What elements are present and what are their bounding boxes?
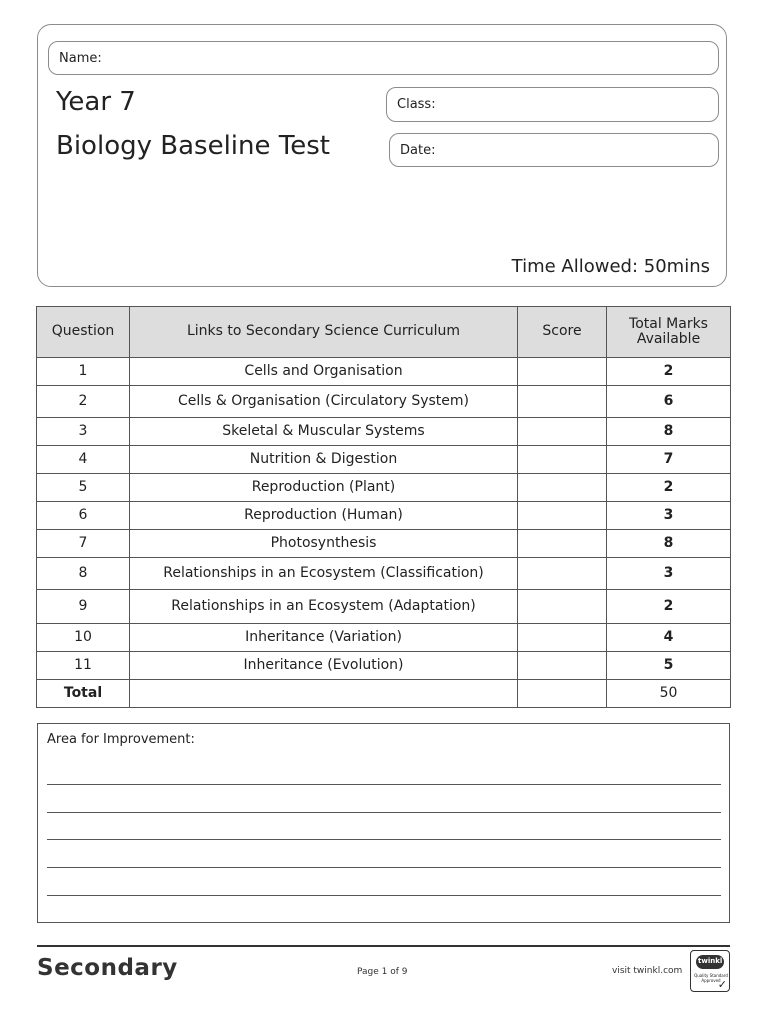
curriculum-topic: Photosynthesis	[130, 530, 518, 558]
table-row	[37, 558, 731, 590]
score-cell[interactable]	[518, 558, 607, 590]
marks-available: 7	[607, 446, 731, 474]
writing-line	[47, 895, 721, 896]
score-cell[interactable]	[518, 474, 607, 502]
header-total-line2: Available	[636, 331, 701, 347]
curriculum-topic: Nutrition & Digestion	[130, 446, 518, 474]
total-label: Total	[37, 680, 130, 708]
name-label: Name:	[59, 50, 102, 66]
header-total-marks	[607, 307, 731, 358]
curriculum-topic: Inheritance (Evolution)	[130, 652, 518, 680]
marks-available: 2	[607, 590, 731, 624]
question-number: 6	[37, 502, 130, 530]
curriculum-topic: Reproduction (Plant)	[130, 474, 518, 502]
curriculum-topic: Relationships in an Ecosystem (Adaptation)	[130, 590, 518, 624]
marks-available: 2	[607, 474, 731, 502]
class-field[interactable]	[386, 87, 719, 122]
table-row	[37, 474, 731, 502]
score-cell[interactable]	[518, 358, 607, 386]
badge-text: twinkl	[698, 957, 723, 965]
writing-line	[47, 784, 721, 785]
time-allowed: Time Allowed: 50mins	[511, 256, 710, 277]
score-cell[interactable]	[518, 652, 607, 680]
improvement-box[interactable]	[37, 723, 730, 923]
checkmark-icon: ✓	[717, 978, 727, 991]
score-cell[interactable]	[518, 624, 607, 652]
name-field[interactable]	[48, 41, 719, 75]
date-label: Date:	[400, 142, 436, 158]
score-cell[interactable]	[518, 530, 607, 558]
header-links: Links to Secondary Science Curriculum	[130, 307, 518, 358]
table-row	[37, 590, 731, 624]
table-row	[37, 652, 731, 680]
score-cell[interactable]	[518, 446, 607, 474]
score-cell[interactable]	[518, 502, 607, 530]
curriculum-topic: Skeletal & Muscular Systems	[130, 418, 518, 446]
question-number: 4	[37, 446, 130, 474]
score-cell[interactable]	[518, 386, 607, 418]
question-number: 8	[37, 558, 130, 590]
improvement-label: Area for Improvement:	[47, 732, 195, 747]
table-row	[37, 358, 731, 386]
marks-available: 4	[607, 624, 731, 652]
total-value: 50	[607, 680, 731, 708]
total-score-cell[interactable]	[518, 680, 607, 708]
writing-line	[47, 839, 721, 840]
table-row	[37, 530, 731, 558]
curriculum-topic: Relationships in an Ecosystem (Classification)	[130, 558, 518, 590]
twinkl-quality-badge	[690, 950, 730, 992]
header-question: Question	[37, 307, 130, 358]
question-number: 5	[37, 474, 130, 502]
marks-available: 8	[607, 530, 731, 558]
title-year: Year 7	[56, 87, 136, 117]
writing-line	[47, 812, 721, 813]
question-number: 1	[37, 358, 130, 386]
page-number: Page 1 of 9	[357, 967, 408, 977]
total-row	[37, 680, 731, 708]
writing-line	[47, 867, 721, 868]
visit-link[interactable]: visit twinkl.com	[612, 966, 683, 976]
header-score: Score	[518, 307, 607, 358]
brand-logo: Secondary	[37, 955, 178, 981]
footer-rule	[37, 945, 730, 947]
table-row	[37, 418, 731, 446]
marks-available: 8	[607, 418, 731, 446]
curriculum-topic: Inheritance (Variation)	[130, 624, 518, 652]
question-number: 10	[37, 624, 130, 652]
table-row	[37, 446, 731, 474]
marks-available: 2	[607, 358, 731, 386]
marks-table	[36, 306, 731, 708]
curriculum-topic: Cells & Organisation (Circulatory System)	[130, 386, 518, 418]
marks-available: 3	[607, 502, 731, 530]
class-label: Class:	[397, 97, 436, 112]
table-row	[37, 624, 731, 652]
curriculum-topic: Reproduction (Human)	[130, 502, 518, 530]
marks-available: 5	[607, 652, 731, 680]
question-number: 3	[37, 418, 130, 446]
marks-available: 3	[607, 558, 731, 590]
score-cell[interactable]	[518, 418, 607, 446]
question-number: 7	[37, 530, 130, 558]
header-total-line1: Total Marks	[629, 315, 708, 332]
marks-available: 6	[607, 386, 731, 418]
title-test: Biology Baseline Test	[56, 131, 330, 161]
question-number: 11	[37, 652, 130, 680]
badge-sub: Quality Standard Approved	[694, 973, 728, 983]
question-number: 2	[37, 386, 130, 418]
total-topic-cell	[130, 680, 518, 708]
table-row	[37, 386, 731, 418]
score-cell[interactable]	[518, 590, 607, 624]
date-field[interactable]	[389, 133, 719, 167]
curriculum-topic: Cells and Organisation	[130, 358, 518, 386]
table-row	[37, 502, 731, 530]
question-number: 9	[37, 590, 130, 624]
